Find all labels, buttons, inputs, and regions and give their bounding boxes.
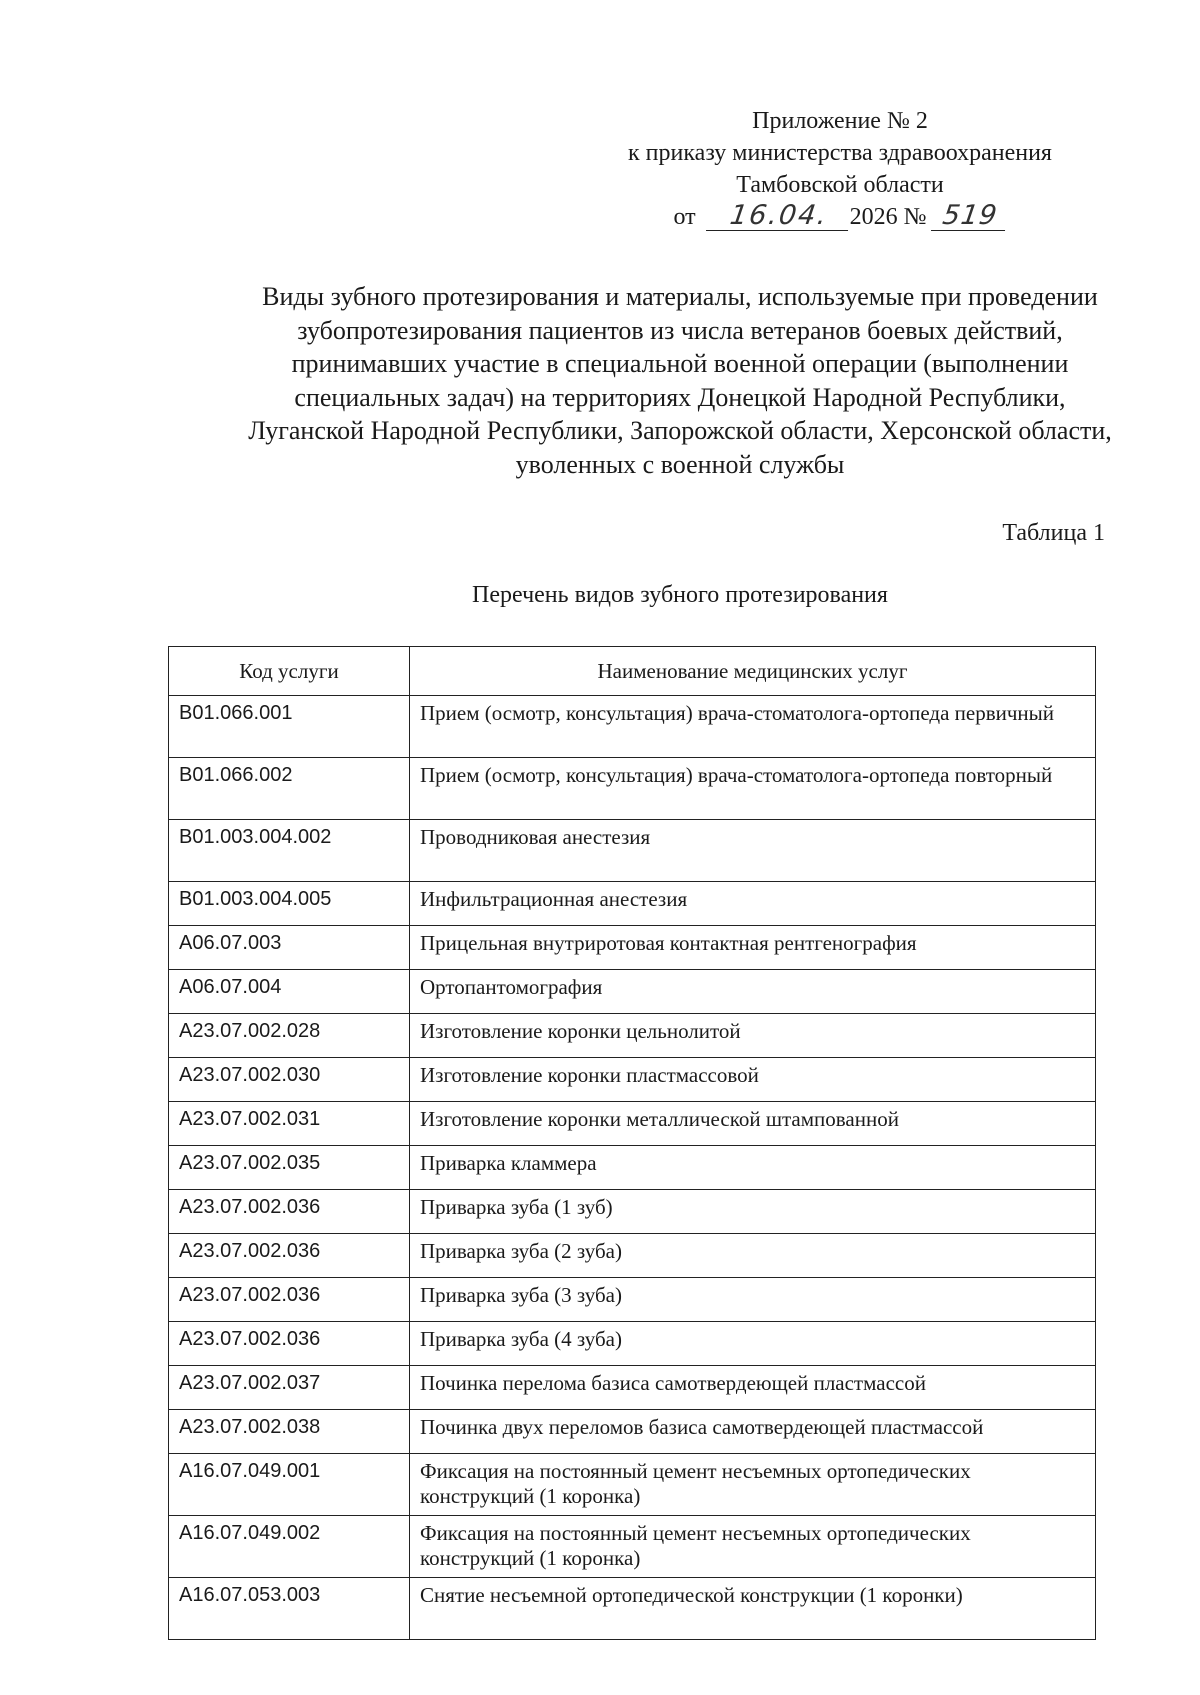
service-code: A23.07.002.031: [169, 1102, 410, 1146]
service-code: B01.066.001: [169, 696, 410, 758]
service-code: A23.07.002.038: [169, 1410, 410, 1454]
annex-region: Тамбовской области: [736, 172, 944, 198]
handwritten-date: 16.04.: [706, 202, 852, 231]
service-code: A23.07.002.030: [169, 1058, 410, 1102]
annex-order-ref: к приказу министерства здравоохранения: [628, 140, 1052, 166]
service-name: Инфильтрационная анестезия: [410, 882, 1096, 926]
order-date-line: [600, 201, 1080, 233]
service-name: Приварка зуба (4 зуба): [410, 1322, 1096, 1366]
table-row: [169, 1234, 1096, 1278]
service-code: A23.07.002.028: [169, 1014, 410, 1058]
table-row: [169, 696, 1096, 758]
service-code: B01.003.004.002: [169, 820, 410, 882]
table-row: [169, 1516, 1096, 1578]
table-row: [169, 1366, 1096, 1410]
service-code: A23.07.002.036: [169, 1190, 410, 1234]
table-row: [169, 926, 1096, 970]
service-name: Прицельная внутриротовая контактная рентгенография: [410, 926, 1096, 970]
header-code: Код услуги: [169, 647, 410, 696]
service-code: A16.07.049.001: [169, 1454, 410, 1516]
service-name: Приварка зуба (1 зуб): [410, 1190, 1096, 1234]
service-name: Фиксация на постоянный цемент несъемных ортопедических конструкций (1 коронка): [410, 1516, 1096, 1578]
service-name: Прием (осмотр, консультация) врача-стоматолога-ортопеда первичный: [410, 696, 1096, 758]
table-row: [169, 1322, 1096, 1366]
handwritten-number: 519: [930, 202, 1008, 231]
service-code: B01.003.004.005: [169, 882, 410, 926]
table-row: [169, 1190, 1096, 1234]
service-code: A23.07.002.037: [169, 1366, 410, 1410]
service-name: Ортопантомография: [410, 970, 1096, 1014]
annex-block: [600, 105, 1080, 233]
from-label: от: [673, 204, 696, 230]
table-label: Таблица 1: [1002, 520, 1105, 546]
service-code: A06.07.003: [169, 926, 410, 970]
table-caption: Перечень видов зубного протезирования: [472, 582, 888, 608]
service-code: A16.07.049.002: [169, 1516, 410, 1578]
service-code: A23.07.002.036: [169, 1322, 410, 1366]
table-row: [169, 1578, 1096, 1640]
service-name: Фиксация на постоянный цемент несъемных ортопедических конструкций (1 коронка): [410, 1454, 1096, 1516]
service-code: A23.07.002.035: [169, 1146, 410, 1190]
service-code: B01.066.002: [169, 758, 410, 820]
table-row: [169, 1146, 1096, 1190]
service-name: Приварка кламмера: [410, 1146, 1096, 1190]
service-code: A23.07.002.036: [169, 1278, 410, 1322]
service-name: Снятие несъемной ортопедической конструкции (1 коронки): [410, 1578, 1096, 1640]
service-code: A16.07.053.003: [169, 1578, 410, 1640]
table-row: [169, 1410, 1096, 1454]
service-name: Починка перелома базиса самотвердеющей пластмассой: [410, 1366, 1096, 1410]
table-row: [169, 1102, 1096, 1146]
services-table: [168, 646, 1096, 1640]
service-name: Проводниковая анестезия: [410, 820, 1096, 882]
order-year: 2026: [849, 204, 898, 230]
service-name: Приварка зуба (3 зуба): [410, 1278, 1096, 1322]
service-name: Изготовление коронки металлической штампованной: [410, 1102, 1096, 1146]
table-header-row: [169, 647, 1096, 696]
table-row: [169, 758, 1096, 820]
service-name: Починка двух переломов базиса самотвердеющей пластмассой: [410, 1410, 1096, 1454]
document-title: Виды зубного протезирования и материалы, используемые при проведении зубопротезирования пациентов из числа ветеранов боевых действий, принимавших участие в специальной военной операции (выполнении специальных задач) на территориях Донецкой Народной Республики, Луганской Народной Республики, Запорожской области, Херсонской области, уволенных с военной службы: [248, 282, 1112, 479]
service-code: A06.07.004: [169, 970, 410, 1014]
table-row: [169, 1454, 1096, 1516]
table-row: [169, 882, 1096, 926]
table-row: [169, 1278, 1096, 1322]
header-service-name: Наименование медицинских услуг: [410, 647, 1096, 696]
service-name: Изготовление коронки цельнолитой: [410, 1014, 1096, 1058]
table-row: [169, 820, 1096, 882]
number-label: №: [903, 204, 927, 230]
service-name: Приварка зуба (2 зуба): [410, 1234, 1096, 1278]
service-code: A23.07.002.036: [169, 1234, 410, 1278]
table-row: [169, 970, 1096, 1014]
annex-title: Приложение № 2: [752, 108, 928, 134]
service-name: Прием (осмотр, консультация) врача-стоматолога-ортопеда повторный: [410, 758, 1096, 820]
table-row: [169, 1014, 1096, 1058]
service-name: Изготовление коронки пластмассовой: [410, 1058, 1096, 1102]
table-row: [169, 1058, 1096, 1102]
